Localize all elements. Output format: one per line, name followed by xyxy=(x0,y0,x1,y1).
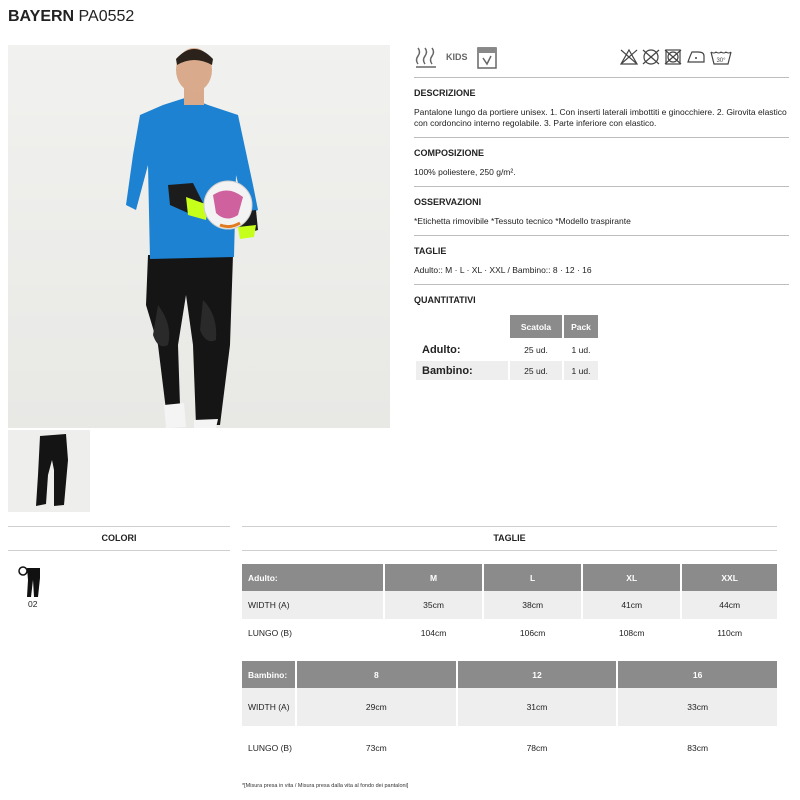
sizes-section xyxy=(414,236,789,285)
size-header-xl: XL xyxy=(583,564,680,591)
quantities-table xyxy=(414,313,600,382)
product-info-panel xyxy=(414,42,789,382)
composition-section xyxy=(414,138,789,187)
size-table-header: Adulto: xyxy=(242,564,383,591)
table-cell: 110cm xyxy=(717,628,743,638)
product-code: PA0552 xyxy=(78,8,135,25)
iron-low-icon xyxy=(685,48,707,66)
size-chart-heading: TAGLIE xyxy=(242,526,777,551)
table-row xyxy=(242,591,777,619)
table-cell: 104cm xyxy=(420,628,447,638)
description-heading: DESCRIZIONE xyxy=(414,88,476,98)
size-header-l: L xyxy=(484,564,581,591)
table-cell: 108cm xyxy=(618,628,645,638)
size-header-xxl: XXL xyxy=(682,564,777,591)
table-cell: 35cm xyxy=(385,591,482,619)
no-tumble-dry-icon xyxy=(663,48,683,66)
table-cell: 78cm xyxy=(526,743,548,753)
measurement-footnote: *[Misura presa in vita / Misura presa dalla vita al fondo dei pantaloni] xyxy=(242,783,409,789)
col-header-pack: Pack xyxy=(564,315,598,338)
measure-label: WIDTH (A) xyxy=(242,591,383,619)
wash-temperature: 30° xyxy=(716,58,726,64)
pants-color-icon xyxy=(18,566,44,598)
feature-icons-row xyxy=(414,42,789,78)
col-header-scatola: Scatola xyxy=(510,315,562,338)
table-cell: 83cm xyxy=(687,743,709,753)
removable-label-icon xyxy=(476,44,498,70)
sizes-heading: TAGLIE xyxy=(414,246,447,256)
scatola-value: 25 ud. xyxy=(524,344,548,355)
composition-text: 100% poliestere, 250 g/m². xyxy=(414,167,516,177)
quantities-heading: QUANTITATIVI xyxy=(414,295,476,305)
table-cell: 73cm xyxy=(365,743,387,753)
table-cell: 38cm xyxy=(484,591,581,619)
measure-label: WIDTH (A) xyxy=(242,688,295,726)
product-title xyxy=(8,8,134,26)
color-swatch-02[interactable] xyxy=(18,566,44,598)
table-row xyxy=(242,688,777,726)
colors-heading: COLORI xyxy=(8,526,230,551)
table-row xyxy=(416,361,598,380)
pack-value: 1 ud. xyxy=(564,361,598,380)
table-cell: 29cm xyxy=(297,688,456,726)
product-thumbnail[interactable] xyxy=(8,430,90,512)
size-table-header: Bambino: xyxy=(242,661,295,688)
table-cell: 31cm xyxy=(458,688,617,726)
table-cell: 33cm xyxy=(618,688,777,726)
table-row xyxy=(242,726,777,770)
adult-size-table xyxy=(240,564,779,647)
measure-label: LUNGO (B) xyxy=(248,743,292,753)
table-cell: 41cm xyxy=(583,591,680,619)
description-text: Pantalone lungo da portiere unisex. 1. Con inserti laterali imbottiti e ginocchiere. 2. Girovita elastico con cordoncino interno regolabile. 3. Parte inferiore con elastico. xyxy=(414,107,787,128)
wash-30-icon xyxy=(709,48,733,66)
product-main-photo xyxy=(8,45,390,428)
quantities-section xyxy=(414,285,789,382)
sizes-text: Adulto:: M · L · XL · XXL / Bambino:: 8 · 12 · 16 xyxy=(414,265,592,275)
kids-badge: KIDS xyxy=(446,52,468,62)
table-cell: 44cm xyxy=(682,591,777,619)
size-header-8: 8 xyxy=(297,661,456,688)
breathable-fabric-icon xyxy=(414,44,438,70)
no-dry-clean-icon xyxy=(641,48,661,66)
measure-label: LUNGO (B) xyxy=(248,628,292,638)
table-row xyxy=(242,619,777,647)
goalkeeper-photo xyxy=(8,45,390,428)
size-header-m: M xyxy=(385,564,482,591)
composition-heading: COMPOSIZIONE xyxy=(414,148,485,158)
row-label: Bambino: xyxy=(416,361,508,380)
size-header-12: 12 xyxy=(458,661,617,688)
observations-section xyxy=(414,187,789,236)
table-cell: 106cm xyxy=(519,628,546,638)
pants-thumbnail-image xyxy=(8,430,90,512)
observations-text: *Etichetta rimovibile *Tessuto tecnico *Modello traspirante xyxy=(414,216,631,226)
description-section xyxy=(414,78,789,138)
kids-size-table xyxy=(240,661,779,770)
product-name: BAYERN xyxy=(8,8,75,25)
table-row xyxy=(416,340,598,359)
no-bleach-icon xyxy=(619,48,639,66)
care-icons xyxy=(619,48,733,66)
size-header-16: 16 xyxy=(618,661,777,688)
scatola-value: 25 ud. xyxy=(510,361,562,380)
row-label: Adulto: xyxy=(422,343,461,356)
color-code: 02 xyxy=(28,599,38,609)
observations-heading: OSSERVAZIONI xyxy=(414,197,482,207)
pack-value: 1 ud. xyxy=(571,344,591,355)
